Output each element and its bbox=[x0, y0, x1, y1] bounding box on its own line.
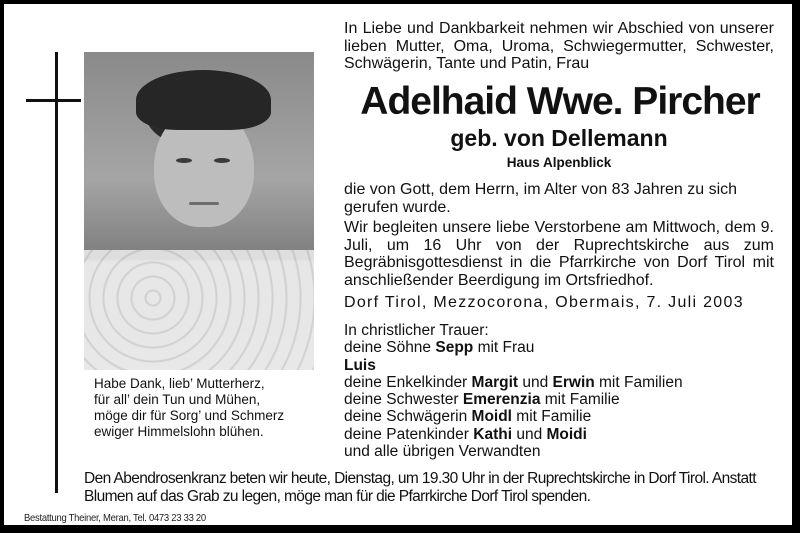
portrait-photo bbox=[84, 52, 314, 370]
memorial-verse bbox=[94, 376, 284, 440]
mourner-line: deine Enkelkinder Margit und Erwin mit Familien bbox=[344, 373, 683, 391]
rosary-and-donation-note: Den Abendrosenkranz beten wir heute, Dienstag, um 19.30 Uhr in der Ruprechtskirche in Dorf Tirol. Anstatt Blumen auf das Grab zu legen, möge man für die Pfarrkirche Dorf Tirol spenden. bbox=[84, 470, 756, 505]
intro-text: In Liebe und Dankbarkeit nehmen wir Abschied von unserer lieben Mutter, Oma, Uroma, Schwiegermutter, Schwester, Schwägerin, Tante und Patin, Frau bbox=[344, 20, 774, 72]
funeral-details: Wir begleiten unsere liebe Verstorbene am Mittwoch, dem 9. Juli, um 16 Uhr von der Ruprechtskirche aus zum Begräbnisgottesdienst in die Pfarrkirche von Dorf Tirol mit anschließender Beerdigung im Ortsfriedhof. bbox=[344, 219, 774, 289]
photo-mouth bbox=[189, 202, 219, 205]
photo-eye-left bbox=[176, 158, 192, 163]
mourner-line: deine Schwägerin Moidl mit Familie bbox=[344, 408, 592, 426]
verse-line: ewiger Himmelslohn blühen. bbox=[94, 424, 264, 439]
called-home-text: die von Gott, dem Herrn, im Alter von 83 Jahren zu sich gerufen wurde. bbox=[344, 181, 738, 216]
verse-line: für all’ dein Tun und Mühen, bbox=[94, 392, 261, 407]
maiden-name: geb. von Dellemann bbox=[450, 125, 668, 151]
photo-blouse bbox=[84, 250, 314, 370]
house-name: Haus Alpenblick bbox=[506, 155, 612, 170]
place-and-date: Dorf Tirol, Mezzocorona, Obermais, 7. Juli 2003 bbox=[344, 294, 744, 311]
mourner-line: Luis bbox=[344, 356, 376, 374]
funeral-home-credit: Bestattung Theiner, Meran, Tel. 0473 23 33 20 bbox=[24, 512, 206, 524]
mourner-line: deine Schwester Emerenzia mit Familie bbox=[344, 391, 620, 409]
mourner-line: deine Patenkinder Kathi und Moidi bbox=[344, 425, 587, 443]
mourners-heading: In christlicher Trauer: bbox=[344, 322, 489, 339]
mourner-line: deine Söhne Sepp mit Frau bbox=[344, 339, 535, 357]
obituary-notice bbox=[4, 4, 792, 525]
photo-eye-right bbox=[214, 158, 230, 163]
mourner-line: und alle übrigen Verwandten bbox=[344, 443, 541, 461]
photo-hair bbox=[136, 70, 271, 130]
verse-line: Habe Dank, lieb’ Mutterherz, bbox=[94, 376, 265, 391]
mourners-list bbox=[344, 322, 774, 460]
verse-line: möge dir für Sorg’ und Schmerz bbox=[94, 408, 285, 423]
cross-icon-vertical bbox=[55, 52, 58, 493]
cross-icon-horizontal bbox=[26, 99, 81, 102]
deceased-name: Adelhaid Wwe. Pircher bbox=[360, 80, 760, 123]
